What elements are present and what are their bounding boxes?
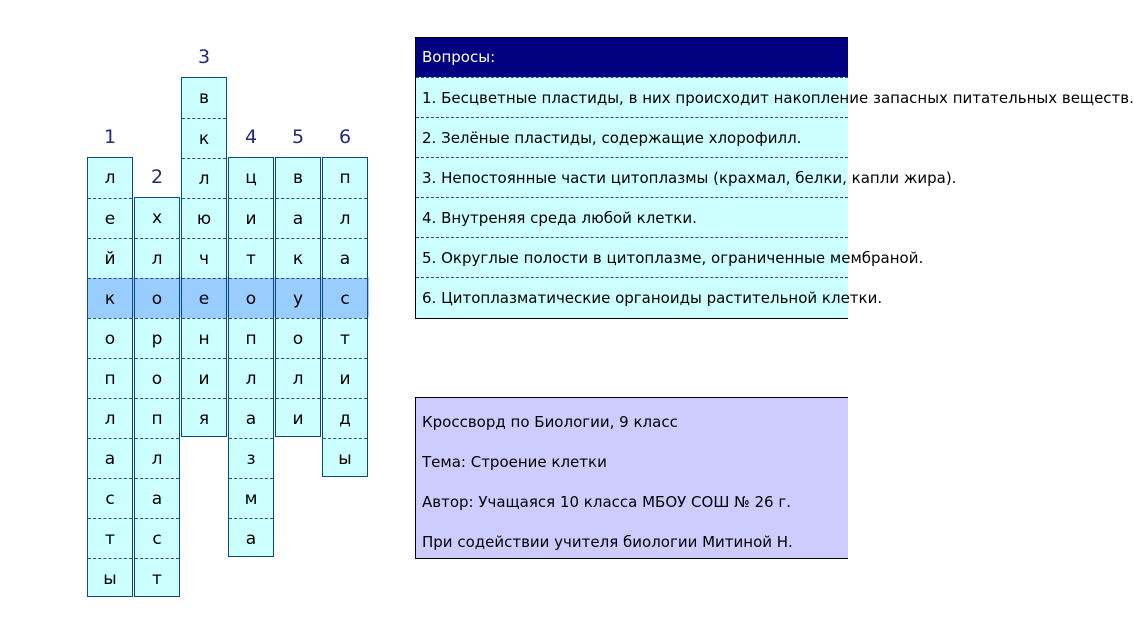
letter-cell[interactable]: и	[229, 198, 273, 238]
letter-cell[interactable]: п	[88, 358, 132, 398]
info-panel	[415, 397, 848, 559]
letter-cell[interactable]: и	[276, 398, 320, 438]
question-1: 1. Бесцветные пластиды, в них происходит накопление запасных питательных веществ.	[416, 77, 848, 117]
letter-cell[interactable]: х	[151, 208, 163, 228]
letter-cell[interactable]: а	[276, 198, 320, 238]
question-3: 3. Непостоянные части цитоплазмы (крахмал, белки, капли жира).	[416, 157, 848, 197]
crossword-column-1	[87, 157, 133, 597]
letter-cell[interactable]: л	[88, 398, 132, 438]
question-6: 6. Цитоплазматические органоиды растительной клетки.	[416, 277, 848, 317]
letter-cell[interactable]: л	[135, 438, 179, 478]
crossword-column-2	[134, 197, 180, 597]
letter-cell[interactable]: т	[229, 238, 273, 278]
letter-cell[interactable]: т	[88, 518, 132, 558]
letter-cell[interactable]: л	[276, 358, 320, 398]
letter-cell[interactable]: в	[198, 88, 210, 108]
letter-cell[interactable]: т	[323, 318, 367, 358]
letter-cell[interactable]: а	[229, 518, 273, 558]
letter-cell[interactable]: з	[229, 438, 273, 478]
letter-cell[interactable]: а	[88, 438, 132, 478]
letter-cell[interactable]: ы	[88, 558, 132, 598]
info-topic: Тема: Строение клетки	[422, 453, 607, 471]
letter-cell[interactable]: л	[229, 358, 273, 398]
letter-cell[interactable]: с	[88, 478, 132, 518]
letter-cell[interactable]: в	[292, 168, 304, 188]
column-number-1: 1	[103, 126, 117, 148]
letter-cell[interactable]: п	[339, 168, 351, 188]
crossword-column-6	[322, 157, 368, 477]
letter-cell[interactable]: к	[276, 238, 320, 278]
question-5: 5. Округлые полости в цитоплазме, ограниченные мембраной.	[416, 237, 848, 277]
info-teacher: При содействии учителя биологии Митиной Н.	[422, 533, 793, 551]
letter-cell[interactable]: л	[323, 198, 367, 238]
column-number-4: 4	[244, 126, 258, 148]
info-author: Автор: Учащаяся 10 класса МБОУ СОШ № 26 г.	[422, 493, 791, 511]
letter-cell[interactable]: ю	[182, 198, 226, 238]
letter-cell[interactable]: л	[182, 158, 226, 198]
letter-cell[interactable]: а	[323, 238, 367, 278]
letter-cell[interactable]: к	[182, 118, 226, 158]
letter-cell[interactable]: и	[323, 358, 367, 398]
letter-cell[interactable]: с	[323, 278, 367, 318]
letter-cell[interactable]: я	[182, 398, 226, 438]
letter-cell[interactable]: н	[182, 318, 226, 358]
letter-cell[interactable]: й	[88, 238, 132, 278]
crossword-column-5	[275, 157, 321, 437]
letter-cell[interactable]: о	[135, 278, 179, 318]
letter-cell[interactable]: у	[276, 278, 320, 318]
letter-cell[interactable]: л	[104, 168, 116, 188]
letter-cell[interactable]: а	[135, 478, 179, 518]
letter-cell[interactable]: и	[182, 358, 226, 398]
info-title: Кроссворд по Биологии, 9 класс	[422, 413, 678, 431]
letter-cell[interactable]: р	[135, 318, 179, 358]
letter-cell[interactable]: ы	[323, 438, 367, 478]
column-number-6: 6	[338, 126, 352, 148]
letter-cell[interactable]: к	[88, 278, 132, 318]
column-number-2: 2	[150, 166, 164, 188]
letter-cell[interactable]: а	[229, 398, 273, 438]
letter-cell[interactable]: ч	[182, 238, 226, 278]
question-2: 2. Зелёные пластиды, содержащие хлорофилл.	[416, 117, 848, 157]
crossword-column-3	[181, 77, 227, 437]
letter-cell[interactable]: ц	[245, 168, 257, 188]
letter-cell[interactable]: с	[135, 518, 179, 558]
letter-cell[interactable]: п	[229, 318, 273, 358]
column-number-3: 3	[197, 46, 211, 68]
letter-cell[interactable]: м	[229, 478, 273, 518]
letter-cell[interactable]: д	[323, 398, 367, 438]
letter-cell[interactable]: о	[88, 318, 132, 358]
questions-panel	[415, 37, 1134, 319]
letter-cell[interactable]: е	[88, 198, 132, 238]
column-number-5: 5	[291, 126, 305, 148]
letter-cell[interactable]: о	[229, 278, 273, 318]
letter-cell[interactable]: п	[135, 398, 179, 438]
letter-cell[interactable]: л	[135, 238, 179, 278]
letter-cell[interactable]: о	[135, 358, 179, 398]
letter-cell[interactable]: т	[135, 558, 179, 598]
question-4: 4. Внутреняя среда любой клетки.	[416, 197, 848, 237]
crossword-column-4	[228, 157, 274, 557]
questions-header: Вопросы:	[416, 38, 848, 77]
letter-cell[interactable]: о	[276, 318, 320, 358]
letter-cell[interactable]: е	[182, 278, 226, 318]
